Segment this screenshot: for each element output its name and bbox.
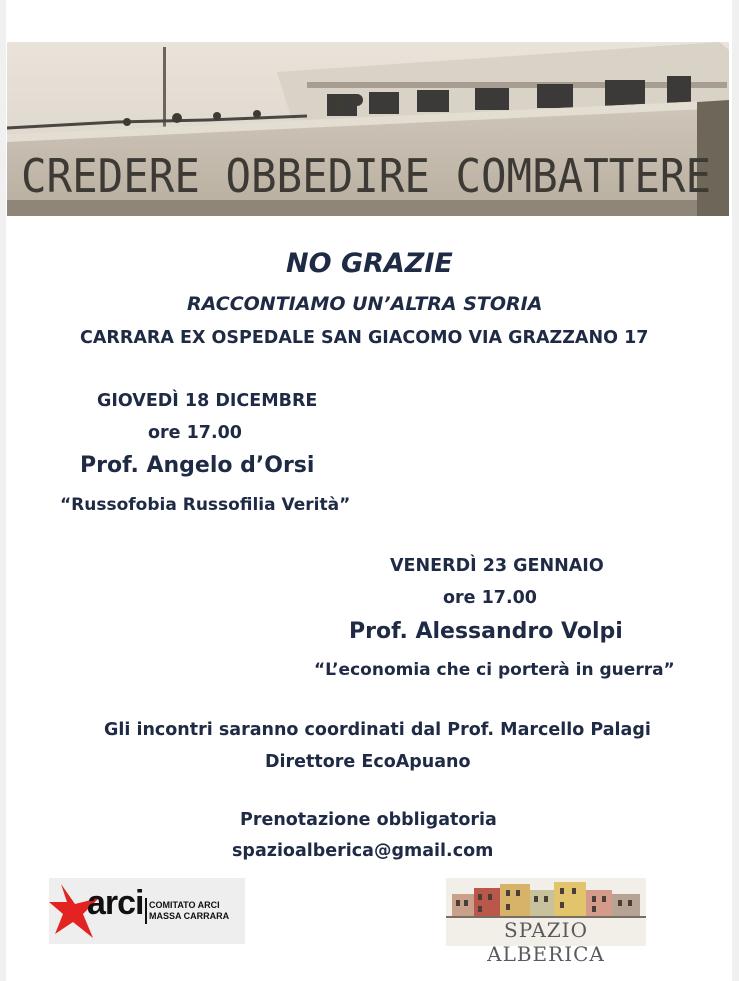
arci-wordmark: arci bbox=[87, 884, 144, 922]
wall-inscription: CREDERE OBBEDIRE COMBATTERE bbox=[21, 149, 711, 203]
event1-topic: “Russofobia Russofilia Verità” bbox=[60, 495, 351, 515]
event1-speaker: Prof. Angelo d’Orsi bbox=[80, 453, 315, 478]
event-location: CARRARA EX OSPEDALE SAN GIACOMO VIA GRAZZANO 17 bbox=[80, 328, 649, 348]
arci-divider bbox=[145, 898, 147, 924]
event2-topic: “L’economia che ci porterà in guerra” bbox=[314, 660, 675, 680]
coordination-line: Gli incontri saranno coordinati dal Prof. Marcello Palagi bbox=[104, 720, 651, 740]
event2-date: VENERDÌ 23 GENNAIO bbox=[390, 556, 604, 576]
event1-time: ore 17.00 bbox=[148, 423, 242, 443]
booking-email[interactable]: spazioalberica@gmail.com bbox=[232, 841, 494, 861]
spazio-alberica-logo bbox=[446, 878, 646, 966]
arci-line2: MASSA CARRARA bbox=[149, 911, 230, 921]
event-title: NO GRAZIE bbox=[286, 248, 453, 279]
buildings-illustration bbox=[446, 880, 646, 920]
header-photo bbox=[7, 42, 729, 216]
event1-date: GIOVEDÌ 18 DICEMBRE bbox=[97, 391, 318, 411]
coordinator-role: Direttore EcoApuano bbox=[265, 752, 471, 772]
alberica-wordmark: SPAZIO ALBERICA bbox=[487, 918, 605, 966]
event2-time: ore 17.00 bbox=[443, 588, 537, 608]
event-subtitle: RACCONTIAMO UN’ALTRA STORIA bbox=[187, 293, 543, 315]
booking-label: Prenotazione obbligatoria bbox=[240, 810, 497, 830]
event2-speaker: Prof. Alessandro Volpi bbox=[349, 619, 623, 644]
arci-line1: COMITATO ARCI bbox=[149, 900, 220, 910]
arci-logo bbox=[49, 878, 245, 944]
